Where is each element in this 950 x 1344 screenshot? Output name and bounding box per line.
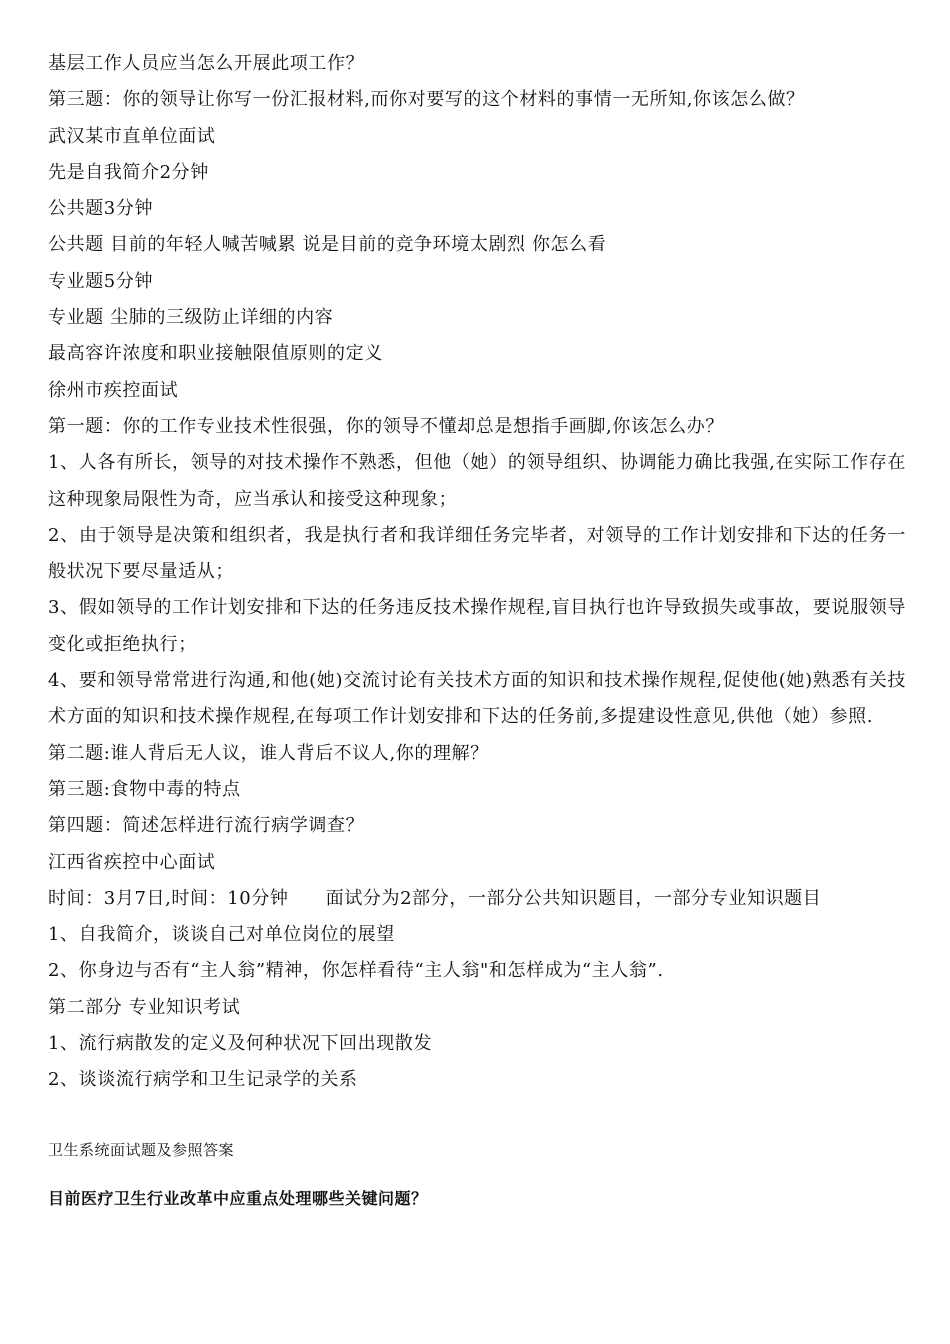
answer-paragraph: 1、人各有所长，领导的对技术操作不熟悉，但他（她）的领导组织、协调能力确比我强,在实际工作存在这种现象局限性为奇，应当承认和接受这种现象； xyxy=(48,452,906,510)
document-body xyxy=(48,46,906,1211)
text-line: 江西省疾控中心面试 xyxy=(48,851,216,873)
text-line: 2、你身边与否有“主人翁”精神，你怎样看待“主人翁"和怎样成为“主人翁”. xyxy=(48,960,664,982)
text-line: 1、流行病散发的定义及何种状况下回出现散发 xyxy=(48,1033,433,1055)
text-line: 第四题：简述怎样进行流行病学调查？ xyxy=(48,815,365,837)
text-line: 第二题:谁人背后无人议，谁人背后不议人,你的理解？ xyxy=(48,742,489,764)
text-line: 第二部分 专业知识考试 xyxy=(48,996,241,1018)
text-line: 公共题 目前的年轻人喊苦喊累 说是目前的竞争环境太剧烈 你怎么看 xyxy=(48,234,607,256)
bold-question: 目前医疗卫生行业改革中应重点处理哪些关键问题？ xyxy=(48,1188,428,1208)
text-line: 第三题：你的领导让你写一份汇报材料,而你对要写的这个材料的事情一无所知,你该怎么做？ xyxy=(48,89,805,111)
time-paragraph: 时间：3月7日,时间：10分钟 面试分为2部分，一部分公共知识题目，一部分专业知识题目 xyxy=(48,887,822,909)
section-title: 卫生系统面试题及参照答案 xyxy=(48,1140,235,1159)
text-line: 徐州市疾控面试 xyxy=(48,379,179,401)
text-line: 先是自我简介2分钟 xyxy=(48,161,209,183)
text-line: 2、谈谈流行病学和卫生记录学的关系 xyxy=(48,1069,358,1091)
text-line: 公共题3分钟 xyxy=(48,198,154,220)
text-line: 基层工作人员应当怎么开展此项工作？ xyxy=(48,53,365,74)
text-line: 最高容许浓度和职业接触限值原则的定义 xyxy=(48,343,383,365)
text-line: 武汉某市直单位面试 xyxy=(48,125,216,147)
text-line: 第一题：你的工作专业技术性很强，你的领导不懂却总是想指手画脚,你该怎么办？ xyxy=(48,415,724,437)
text-line: 1、自我简介，谈谈自己对单位岗位的展望 xyxy=(48,924,395,946)
text-line: 专业题5分钟 xyxy=(48,270,154,292)
text-line: 第三题:食物中毒的特点 xyxy=(48,778,241,800)
text-line: 专业题 尘肺的三级防止详细的内容 xyxy=(48,307,334,329)
answer-paragraph: 3、假如领导的工作计划安排和下达的任务违反技术操作规程,盲目执行也许导致损失或事故，要说服领导变化或拒绝执行； xyxy=(48,597,906,655)
answer-paragraph: 2、由于领导是决策和组织者，我是执行者和我详细任务完毕者，对领导的工作计划安排和下达的任务一般状况下要尽量适从； xyxy=(48,524,906,583)
answer-paragraph: 4、要和领导常常进行沟通,和他(她)交流讨论有关技术方面的知识和技术操作规程,促使他(她)熟悉有关技术方面的知识和技术操作规程,在每项工作计划安排和下达的任务前,多提建设性意见,供他（她）参照. xyxy=(48,670,906,728)
